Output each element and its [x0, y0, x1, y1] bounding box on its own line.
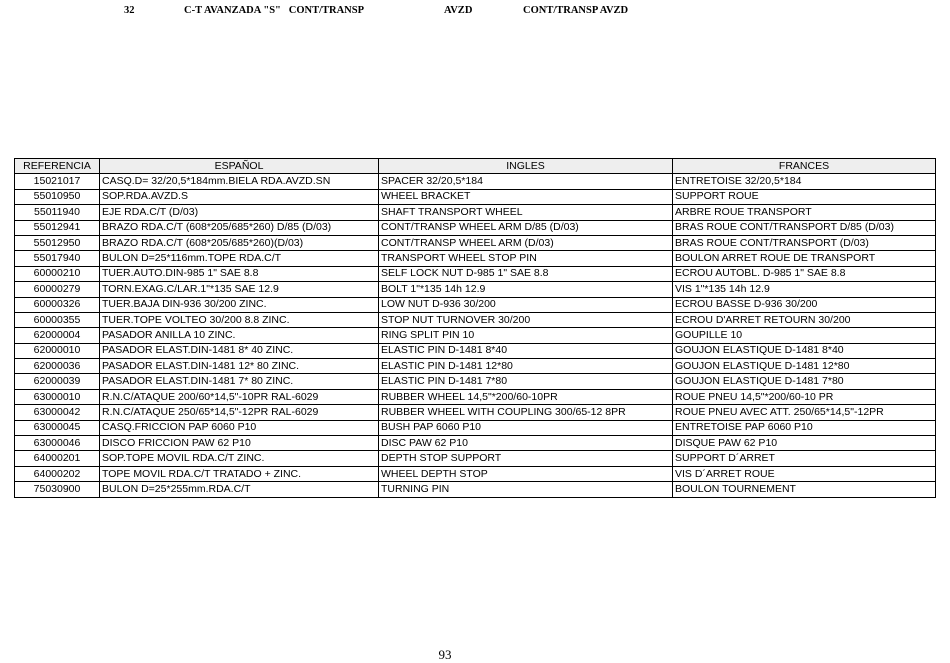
cell-ingles: WHEEL BRACKET [379, 189, 673, 204]
cell-frances: BRAS ROUE CONT/TRANSPORT D/85 (D/03) [673, 220, 936, 235]
cell-frances: ENTRETOISE PAP 6060 P10 [673, 420, 936, 435]
table-row [15, 405, 936, 420]
table-row [15, 312, 936, 327]
cell-espanol: TUER.BAJA DIN-936 30/200 ZINC. [100, 297, 379, 312]
cell-espanol: TUER.AUTO.DIN-985 1" SAE 8.8 [100, 266, 379, 281]
cell-frances: DISQUE PAW 62 P10 [673, 436, 936, 451]
cell-referencia: 62000036 [15, 359, 100, 374]
cell-frances: ROUE PNEU 14,5"*200/60-10 PR [673, 389, 936, 404]
table-row [15, 235, 936, 250]
cell-referencia: 60000355 [15, 312, 100, 327]
cell-ingles: DEPTH STOP SUPPORT [379, 451, 673, 466]
column-header-ingles: INGLES [379, 159, 673, 174]
cell-ingles: ELASTIC PIN D-1481 12*80 [379, 359, 673, 374]
cell-referencia: 62000004 [15, 328, 100, 343]
table-row [15, 374, 936, 389]
cell-referencia: 62000039 [15, 374, 100, 389]
cell-frances: ECROU BASSE D-936 30/200 [673, 297, 936, 312]
cell-ingles: DISC PAW 62 P10 [379, 436, 673, 451]
cell-referencia: 60000326 [15, 297, 100, 312]
cell-frances: ARBRE ROUE TRANSPORT [673, 205, 936, 220]
cell-ingles: SHAFT TRANSPORT WHEEL [379, 205, 673, 220]
cell-espanol: PASADOR ANILLA 10 ZINC. [100, 328, 379, 343]
table-row [15, 328, 936, 343]
cell-ingles: TURNING PIN [379, 482, 673, 497]
cell-frances: ECROU D'ARRET RETOURN 30/200 [673, 312, 936, 327]
column-header-espanol: ESPAÑOL [100, 159, 379, 174]
cell-frances: SUPPORT D´ARRET [673, 451, 936, 466]
cell-referencia: 62000010 [15, 343, 100, 358]
cell-referencia: 64000201 [15, 451, 100, 466]
column-header-frances: FRANCES [673, 159, 936, 174]
table-row [15, 297, 936, 312]
cell-frances: SUPPORT ROUE [673, 189, 936, 204]
cell-espanol: EJE RDA.C/T (D/03) [100, 205, 379, 220]
cell-frances: BOULON TOURNEMENT [673, 482, 936, 497]
header-code: AVZD [444, 5, 473, 16]
cell-espanol: TUER.TOPE VOLTEO 30/200 8.8 ZINC. [100, 312, 379, 327]
table-row [15, 189, 936, 204]
table-row [15, 343, 936, 358]
table-row [15, 359, 936, 374]
cell-referencia: 75030900 [15, 482, 100, 497]
table-row [15, 205, 936, 220]
cell-frances: ENTRETOISE 32/20,5*184 [673, 174, 936, 189]
cell-frances: VIS 1"*135 14h 12.9 [673, 282, 936, 297]
cell-referencia: 55010950 [15, 189, 100, 204]
cell-espanol: CASQ.D= 32/20,5*184mm.BIELA RDA.AVZD.SN [100, 174, 379, 189]
cell-ingles: STOP NUT TURNOVER 30/200 [379, 312, 673, 327]
parts-table [14, 158, 936, 498]
cell-frances: GOUJON ELASTIQUE D-1481 7*80 [673, 374, 936, 389]
cell-ingles: ELASTIC PIN D-1481 8*40 [379, 343, 673, 358]
table-row [15, 389, 936, 404]
cell-frances: ROUE PNEU AVEC ATT. 250/65*14,5"-12PR [673, 405, 936, 420]
page-number: 93 [438, 647, 452, 662]
table-row [15, 466, 936, 481]
table-row [15, 266, 936, 281]
cell-referencia: 60000279 [15, 282, 100, 297]
cell-referencia: 55012950 [15, 235, 100, 250]
cell-espanol: BULON D=25*255mm.RDA.C/T [100, 482, 379, 497]
cell-referencia: 15021017 [15, 174, 100, 189]
cell-referencia: 60000210 [15, 266, 100, 281]
cell-ingles: SPACER 32/20,5*184 [379, 174, 673, 189]
cell-ingles: CONT/TRANSP WHEEL ARM (D/03) [379, 235, 673, 250]
table-row [15, 174, 936, 189]
cell-ingles: WHEEL DEPTH STOP [379, 466, 673, 481]
table-row [15, 220, 936, 235]
cell-espanol: TORN.EXAG.C/LAR.1"*135 SAE 12.9 [100, 282, 379, 297]
cell-frances: ECROU AUTOBL. D-985 1" SAE 8.8 [673, 266, 936, 281]
cell-espanol: PASADOR ELAST.DIN-1481 8* 40 ZINC. [100, 343, 379, 358]
cell-ingles: LOW NUT D-936 30/200 [379, 297, 673, 312]
table-row [15, 282, 936, 297]
cell-ingles: ELASTIC PIN D-1481 7*80 [379, 374, 673, 389]
cell-espanol: BULON D=25*116mm.TOPE RDA.C/T [100, 251, 379, 266]
header-subtitle: CONT/TRANSP AVZD [523, 5, 629, 16]
table-row [15, 436, 936, 451]
cell-espanol: PASADOR ELAST.DIN-1481 12* 80 ZINC. [100, 359, 379, 374]
header-section-number: 32 [124, 5, 135, 16]
table-row [15, 251, 936, 266]
cell-ingles: RING SPLIT PIN 10 [379, 328, 673, 343]
cell-ingles: TRANSPORT WHEEL STOP PIN [379, 251, 673, 266]
cell-ingles: BUSH PAP 6060 P10 [379, 420, 673, 435]
cell-referencia: 63000010 [15, 389, 100, 404]
page-header [0, 5, 950, 19]
cell-espanol: SOP.TOPE MOVIL RDA.C/T ZINC. [100, 451, 379, 466]
cell-ingles: BOLT 1"*135 14h 12.9 [379, 282, 673, 297]
cell-ingles: RUBBER WHEEL WITH COUPLING 300/65-12 8PR [379, 405, 673, 420]
cell-espanol: CASQ.FRICCION PAP 6060 P10 [100, 420, 379, 435]
table-row [15, 451, 936, 466]
cell-espanol: BRAZO RDA.C/T (608*205/685*260)(D/03) [100, 235, 379, 250]
table-body [15, 174, 936, 497]
cell-espanol: R.N.C/ATAQUE 200/60*14,5"-10PR RAL-6029 [100, 389, 379, 404]
cell-frances: GOUJON ELASTIQUE D-1481 12*80 [673, 359, 936, 374]
cell-espanol: PASADOR ELAST.DIN-1481 7* 80 ZINC. [100, 374, 379, 389]
cell-espanol: BRAZO RDA.C/T (608*205/685*260) D/85 (D/03) [100, 220, 379, 235]
cell-ingles: CONT/TRANSP WHEEL ARM D/85 (D/03) [379, 220, 673, 235]
cell-referencia: 63000045 [15, 420, 100, 435]
cell-ingles: SELF LOCK NUT D-985 1" SAE 8.8 [379, 266, 673, 281]
cell-espanol: SOP.RDA.AVZD.S [100, 189, 379, 204]
cell-espanol: DISCO FRICCION PAW 62 P10 [100, 436, 379, 451]
cell-referencia: 63000046 [15, 436, 100, 451]
cell-frances: GOUPILLE 10 [673, 328, 936, 343]
cell-frances: GOUJON ELASTIQUE D-1481 8*40 [673, 343, 936, 358]
cell-referencia: 64000202 [15, 466, 100, 481]
cell-referencia: 63000042 [15, 405, 100, 420]
cell-espanol: R.N.C/ATAQUE 250/65*14,5"-12PR RAL-6029 [100, 405, 379, 420]
table-row [15, 420, 936, 435]
column-header-referencia: REFERENCIA [15, 159, 100, 174]
cell-espanol: TOPE MOVIL RDA.C/T TRATADO + ZINC. [100, 466, 379, 481]
cell-ingles: RUBBER WHEEL 14,5"*200/60-10PR [379, 389, 673, 404]
cell-frances: BRAS ROUE CONT/TRANSPORT (D/03) [673, 235, 936, 250]
cell-referencia: 55012941 [15, 220, 100, 235]
cell-referencia: 55011940 [15, 205, 100, 220]
cell-frances: VIS D´ARRET ROUE [673, 466, 936, 481]
cell-frances: BOULON ARRET ROUE DE TRANSPORT [673, 251, 936, 266]
table-row [15, 482, 936, 497]
cell-referencia: 55017940 [15, 251, 100, 266]
header-title: C-T AVANZADA "S" CONT/TRANSP [184, 5, 364, 16]
table-header-row [15, 159, 936, 174]
